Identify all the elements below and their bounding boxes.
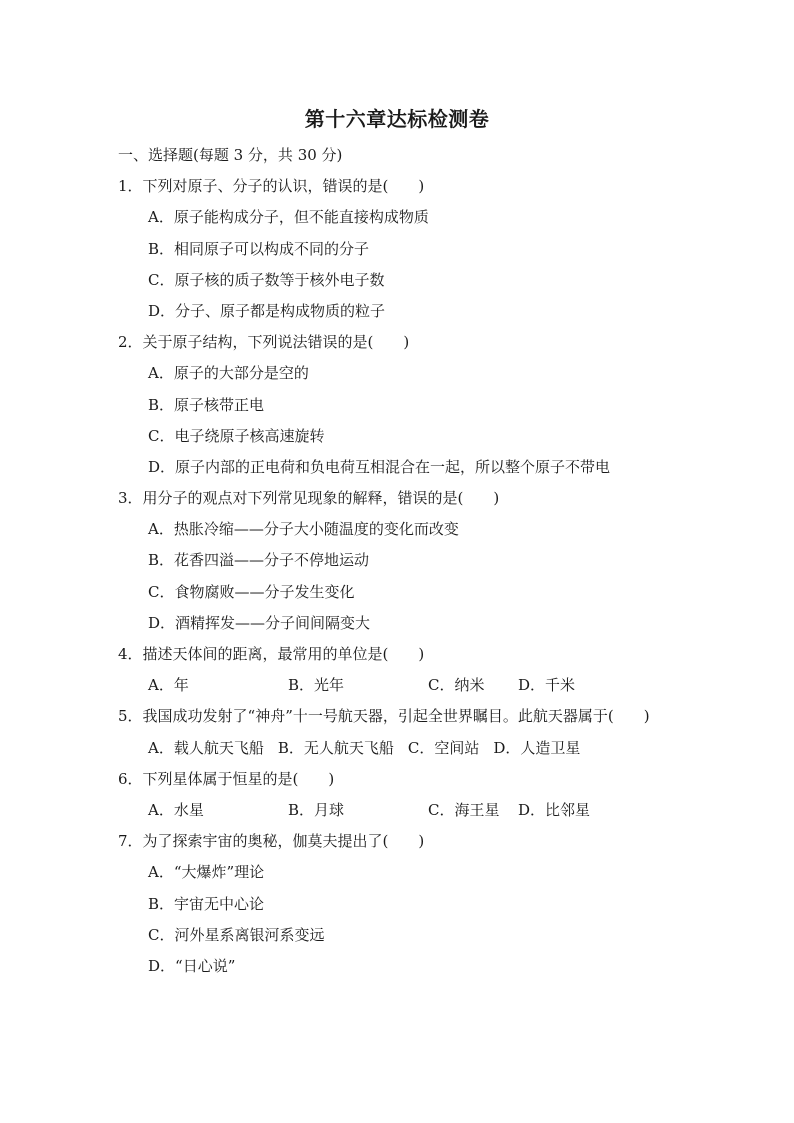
exam-content [118,140,738,982]
question-1-stem: 1．下列对原子、分子的认识，错误的是( ) [118,177,425,196]
question-5-options [118,733,738,764]
question-2-option-a: A．原子的大部分是空的 [148,364,309,383]
page-title: 第十六章达标检测卷 [304,107,490,131]
question-3-option-c: C．食物腐败——分子发生变化 [148,582,355,601]
question-3-option-b: B．花香四溢——分子不停地运动 [148,551,370,570]
question-7-option-a: A．“大爆炸”理论 [148,863,265,882]
question-4-option-b: B．光年 [288,676,345,695]
question-4-option-a: A．年 [148,676,189,695]
question-5-option-a: A．载人航天飞船 [148,738,264,757]
question-3-option-a: A．热胀冷缩——分子大小随温度的变化而改变 [148,520,459,539]
question-7-stem: 7．为了探索宇宙的奥秘，伽莫夫提出了( ) [118,832,425,851]
question-5-option-b: B．无人航天飞船 [277,738,394,757]
question-4-options [118,670,738,701]
question-3-option-d: D．酒精挥发——分子间间隔变大 [148,613,371,632]
question-5-option-c: C．空间站 [407,738,480,757]
question-7-option-d: D．“日心说” [148,956,236,975]
question-6-stem: 6．下列星体属于恒星的是( ) [118,769,335,788]
question-7-option-b: B．宇宙无中心论 [148,894,265,913]
question-6-option-c: C．海王星 [428,800,500,819]
question-5-stem: 5．我国成功发射了“神舟”十一号航天器，引起全世界瞩目。此航天器属于( ) [118,707,650,726]
section-heading: 一、选择题(每题 3 分，共 30 分) [118,146,343,164]
question-2-option-c: C．电子绕原子核高速旋转 [148,426,325,445]
question-4-option-c: C．纳米 [428,676,485,695]
question-6-option-b: B．月球 [288,800,345,819]
question-2-option-b: B．原子核带正电 [148,395,265,414]
question-1-option-a: A．原子能构成分子，但不能直接构成物质 [148,208,429,227]
question-4-option-d: D．千米 [518,676,576,695]
question-4-stem: 4．描述天体间的距离，最常用的单位是( ) [118,645,425,663]
question-1-option-b: B．相同原子可以构成不同的分子 [148,239,370,258]
question-1-option-d: D．分子、原子都是构成物质的粒子 [148,301,386,320]
question-1-option-c: C．原子核的质子数等于核外电子数 [148,270,385,289]
question-5-option-d: D．人造卫星 [493,738,581,757]
question-6-option-a: A．水星 [148,800,204,819]
question-2-stem: 2．关于原子结构，下列说法错误的是( ) [118,333,410,352]
question-2-option-d: D．原子内部的正电荷和负电荷互相混合在一起，所以整个原子不带电 [148,457,611,476]
question-7-option-c: C．河外星系离银河系变远 [148,925,325,944]
question-3-stem: 3．用分子的观点对下列常见现象的解释，错误的是( ) [118,489,500,508]
question-6-options [118,795,738,826]
question-6-option-d: D．比邻星 [518,800,591,819]
